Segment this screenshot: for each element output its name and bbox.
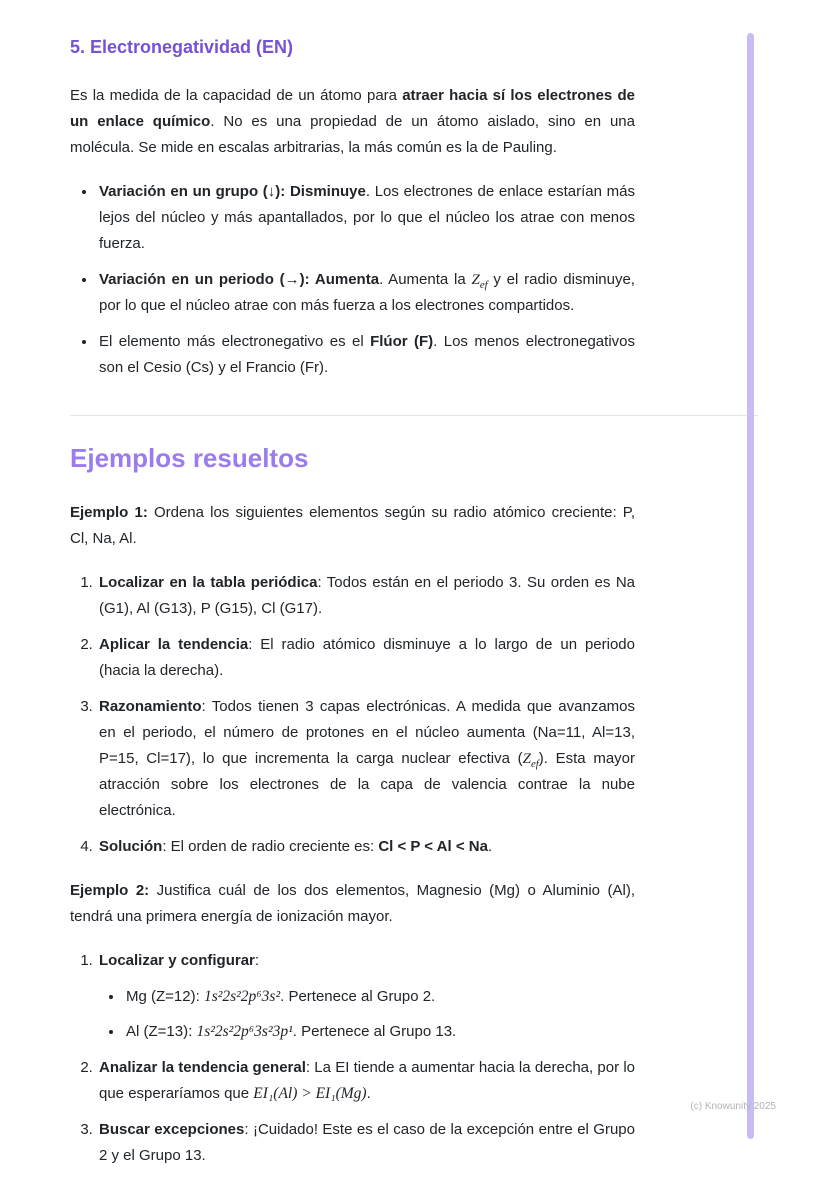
text-segment: : El orden de radio creciente es: [162,838,379,855]
step-item [97,632,635,684]
watermark: (c) Knowunity 2025 [690,1101,776,1112]
zef-subscript: ef [479,279,488,291]
bold-segment: Aplicar la tendencia [99,636,249,653]
notes-content [70,36,758,1187]
bold-segment: atraer hacia sí los electrones de un enlace químico [70,87,635,130]
example2-steps [70,948,635,1169]
config-item [124,1019,635,1045]
text-segment: . Aumenta la [379,271,472,288]
example-label: Ejemplo 1: [70,504,148,521]
text-segment: : Todos están en el periodo 3. Su orden es Na (G1), Al (G13), P (G15), Cl (G17). [99,574,635,617]
ionization-energy-formula: EI₁(Al) > EI₁(Mg) [253,1085,367,1102]
examples-heading: Ejemplos resueltos [70,443,309,473]
text-segment: . [487,838,493,855]
bold-segment: Flúor (F) [370,333,434,350]
text-segment: . Los menos electronegativos son el Cesio (Cs) y el Francio (Fr). [99,333,635,376]
text-segment: . Pertenece al Grupo 13. [292,1023,457,1040]
step-item [97,1055,635,1107]
config-list [99,984,635,1045]
bold-segment: Buscar excepciones [99,1121,245,1138]
zef-subscript: ef [530,758,539,770]
section-heading: 5. Electronegatividad (EN) [70,37,294,57]
step-item [97,694,635,824]
text-segment: ). Esta mayor atracción sobre los electrones de la capa de valencia contrae la nube electrónica. [99,750,636,819]
z-symbol: Z [522,751,531,767]
bold-segment: Solución [99,838,163,855]
list-item [97,267,635,319]
text-segment: . Los electrones de enlace estarían más lejos del núcleo y más apantallados, por lo que el núcleo los atrae con menos fuerza. [99,183,635,252]
section-divider [70,415,758,416]
text-segment: : El radio atómico disminuye a lo largo de un periodo (hacia la derecha). [99,636,635,679]
bold-segment: Localizar y configurar [99,952,255,969]
electron-config-formula: 1s²2s²2p⁶3s² [203,988,281,1005]
electron-config-formula: 1s²2s²2p⁶3s²3p¹ [196,1023,293,1040]
zef-symbol [471,272,488,291]
step-item [97,948,635,1045]
zef-symbol [522,751,539,770]
text-segment: : [254,952,260,969]
bold-segment: Variación en un periodo (→): Aumenta [99,271,380,288]
text-segment: Ordena los siguientes elementos según su radio atómico creciente: P, Cl, Na, Al. [70,504,635,547]
text-segment: y el radio disminuye, por lo que el núcleo atrae con más fuerza a los electrones compartidos. [99,271,635,314]
text-segment: Mg (Z=12): [126,988,204,1005]
bold-segment: Variación en un grupo (↓): Disminuye [99,183,366,200]
example-label: Ejemplo 2: [70,882,150,899]
bold-segment: Localizar en la tabla periódica [99,574,318,591]
step-item [97,834,635,860]
example1-statement [70,500,635,552]
step-item [97,1117,635,1169]
text-segment: . No es una propiedad de un átomo aislado, sino en una molécula. Se mide en escalas arbitrarias, la más común es la de Pauling. [70,113,635,156]
text-segment: Justifica cuál de los dos elementos, Magnesio (Mg) o Aluminio (Al), tendrá una primera energía de ionización mayor. [70,882,635,925]
text-segment: Al (Z=13): [126,1023,197,1040]
text-segment: : La EI tiende a aumentar hacia la derecha, por lo que esperaríamos que [99,1059,635,1102]
list-item [97,329,635,381]
config-item [124,984,635,1010]
text-segment: El elemento más electronegativo es el [99,333,371,350]
text-segment: Es la medida de la capacidad de un átomo para [70,87,403,104]
intro-paragraph [70,83,635,161]
text-segment: : ¡Cuidado! Este es el caso de la excepción entre el Grupo 2 y el Grupo 13. [99,1121,635,1164]
en-properties-list [70,179,635,381]
example2-statement [70,878,635,930]
step-item [97,570,635,622]
text-segment: : Todos tienen 3 capas electrónicas. A medida que avanzamos en el periodo, el número de protones en el núcleo aumenta (Na=11, Al=13, P=15, Cl=17), lo que incrementa la carga nuclear efectiva ( [99,698,635,767]
example1-steps [70,570,635,860]
text-segment: . [366,1085,371,1102]
bold-segment: Analizar la tendencia general [99,1059,306,1076]
scrollbar-thumb[interactable] [747,33,754,1139]
z-symbol: Z [471,272,480,288]
text-segment: . Pertenece al Grupo 2. [280,988,436,1005]
bold-segment: Cl < P < Al < Na [378,838,488,855]
bold-segment: Razonamiento [99,698,202,715]
list-item [97,179,635,257]
